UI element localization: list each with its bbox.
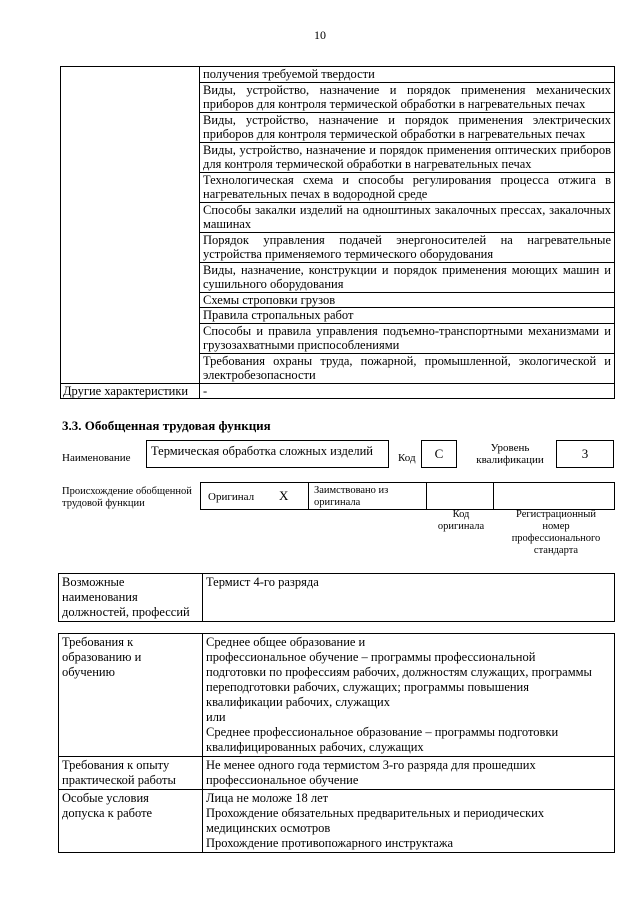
- requirements-table: [58, 633, 615, 853]
- knowledge-item: Схемы строповки грузов: [200, 292, 615, 308]
- other-characteristics-label: Другие характеристики: [61, 383, 200, 399]
- knowledge-item: Виды, устройство, назначение и порядок применения электрических приборов для контроля термической обработки в нагревательных печах: [200, 112, 615, 142]
- code-label: Код: [398, 452, 416, 464]
- function-name-value: Термическая обработка сложных изделий: [151, 444, 373, 458]
- positions-table: [58, 573, 615, 622]
- knowledge-item: Виды, устройство, назначение и порядок применения оптических приборов для контроля термической обработки в нагревательных печах: [200, 142, 615, 172]
- education-label: Требования к образованию и обучению: [59, 634, 203, 757]
- function-name-box: [146, 440, 389, 468]
- experience-label: Требования к опыту практической работы: [59, 757, 203, 790]
- code-caption: Код оригинала: [437, 509, 485, 532]
- knowledge-item: Порядок управления подачей энергоносителей на нагревательные устройства применяемого термического оборудования: [200, 232, 615, 262]
- positions-value: Термист 4-го разряда: [203, 574, 615, 622]
- function-code-value: C: [434, 446, 444, 461]
- knowledge-item: Требования охраны труда, пожарной, промышленной, экологической и электробезопасности: [200, 353, 615, 383]
- origin-label: Происхождение обобщенной трудовой функции: [62, 486, 192, 509]
- function-code-box: [421, 440, 457, 468]
- section-title: 3.3. Обобщенная трудовая функция: [62, 418, 271, 433]
- table-row: [61, 383, 615, 399]
- knowledge-item: получения требуемой твердости: [200, 67, 615, 83]
- table-row: [59, 757, 615, 790]
- knowledge-item: Способы и правила управления подъемно-транспортными механизмами и грузозахватными приспособлениями: [200, 323, 615, 353]
- original-box: [200, 482, 309, 510]
- knowledge-item: Виды, назначение, конструкции и порядок применения моющих машин и сушильного оборудования: [200, 262, 615, 292]
- table-row: [61, 67, 615, 83]
- positions-label: Возможные наименования должностей, профессий: [59, 574, 203, 622]
- original-label: Оригинал: [208, 491, 255, 503]
- knowledge-item: Способы закалки изделий на одноштиных закалочных прессах, закалочных машинах: [200, 202, 615, 232]
- table-row: [59, 634, 615, 757]
- special-conditions-value: Лица не моложе 18 лет Прохождение обязательных предварительных и периодических медицинских осмотров Прохождение противопожарного инструктажа: [203, 790, 615, 853]
- level-value-box: [556, 440, 614, 468]
- knowledge-table: [60, 66, 615, 399]
- knowledge-item: Технологическая схема и способы регулирования процесса отжига в нагревательных печах в водородной среде: [200, 172, 615, 202]
- original-code-box: [426, 482, 494, 510]
- knowledge-item: Виды, устройство, назначение и порядок применения механических приборов для контроля термической обработки в нагревательных печах: [200, 82, 615, 112]
- name-label: Наименование: [62, 452, 131, 464]
- level-label: Уровень квалификации: [476, 442, 544, 466]
- other-characteristics-value: -: [200, 383, 615, 399]
- experience-value: Не менее одного года термистом 3-го разряда для прошедших профессиональное обучение: [203, 757, 615, 790]
- education-value: Среднее общее образование и профессиональное обучение – программы профессиональной подготовки по профессиям рабочих, должностям служащих, программы переподготовки рабочих, служащих; программы повышения квалификации рабочих, служащих или Среднее профессиональное образование – программы подготовки квалифицированных рабочих, служащих: [203, 634, 615, 757]
- page-number: 10: [314, 28, 326, 42]
- original-mark: X: [279, 488, 289, 503]
- special-conditions-label: Особые условия допуска к работе: [59, 790, 203, 853]
- knowledge-item: Правила стропальных работ: [200, 308, 615, 324]
- borrowed-box: Заимствовано из оригинала: [308, 482, 427, 510]
- table-row: [59, 574, 615, 622]
- table-row: [59, 790, 615, 853]
- knowledge-label-cell: [61, 67, 200, 384]
- level-value: 3: [581, 446, 589, 461]
- reg-caption: Регистрационный номер профессионального стандарта: [511, 509, 601, 556]
- reg-number-box: [493, 482, 615, 510]
